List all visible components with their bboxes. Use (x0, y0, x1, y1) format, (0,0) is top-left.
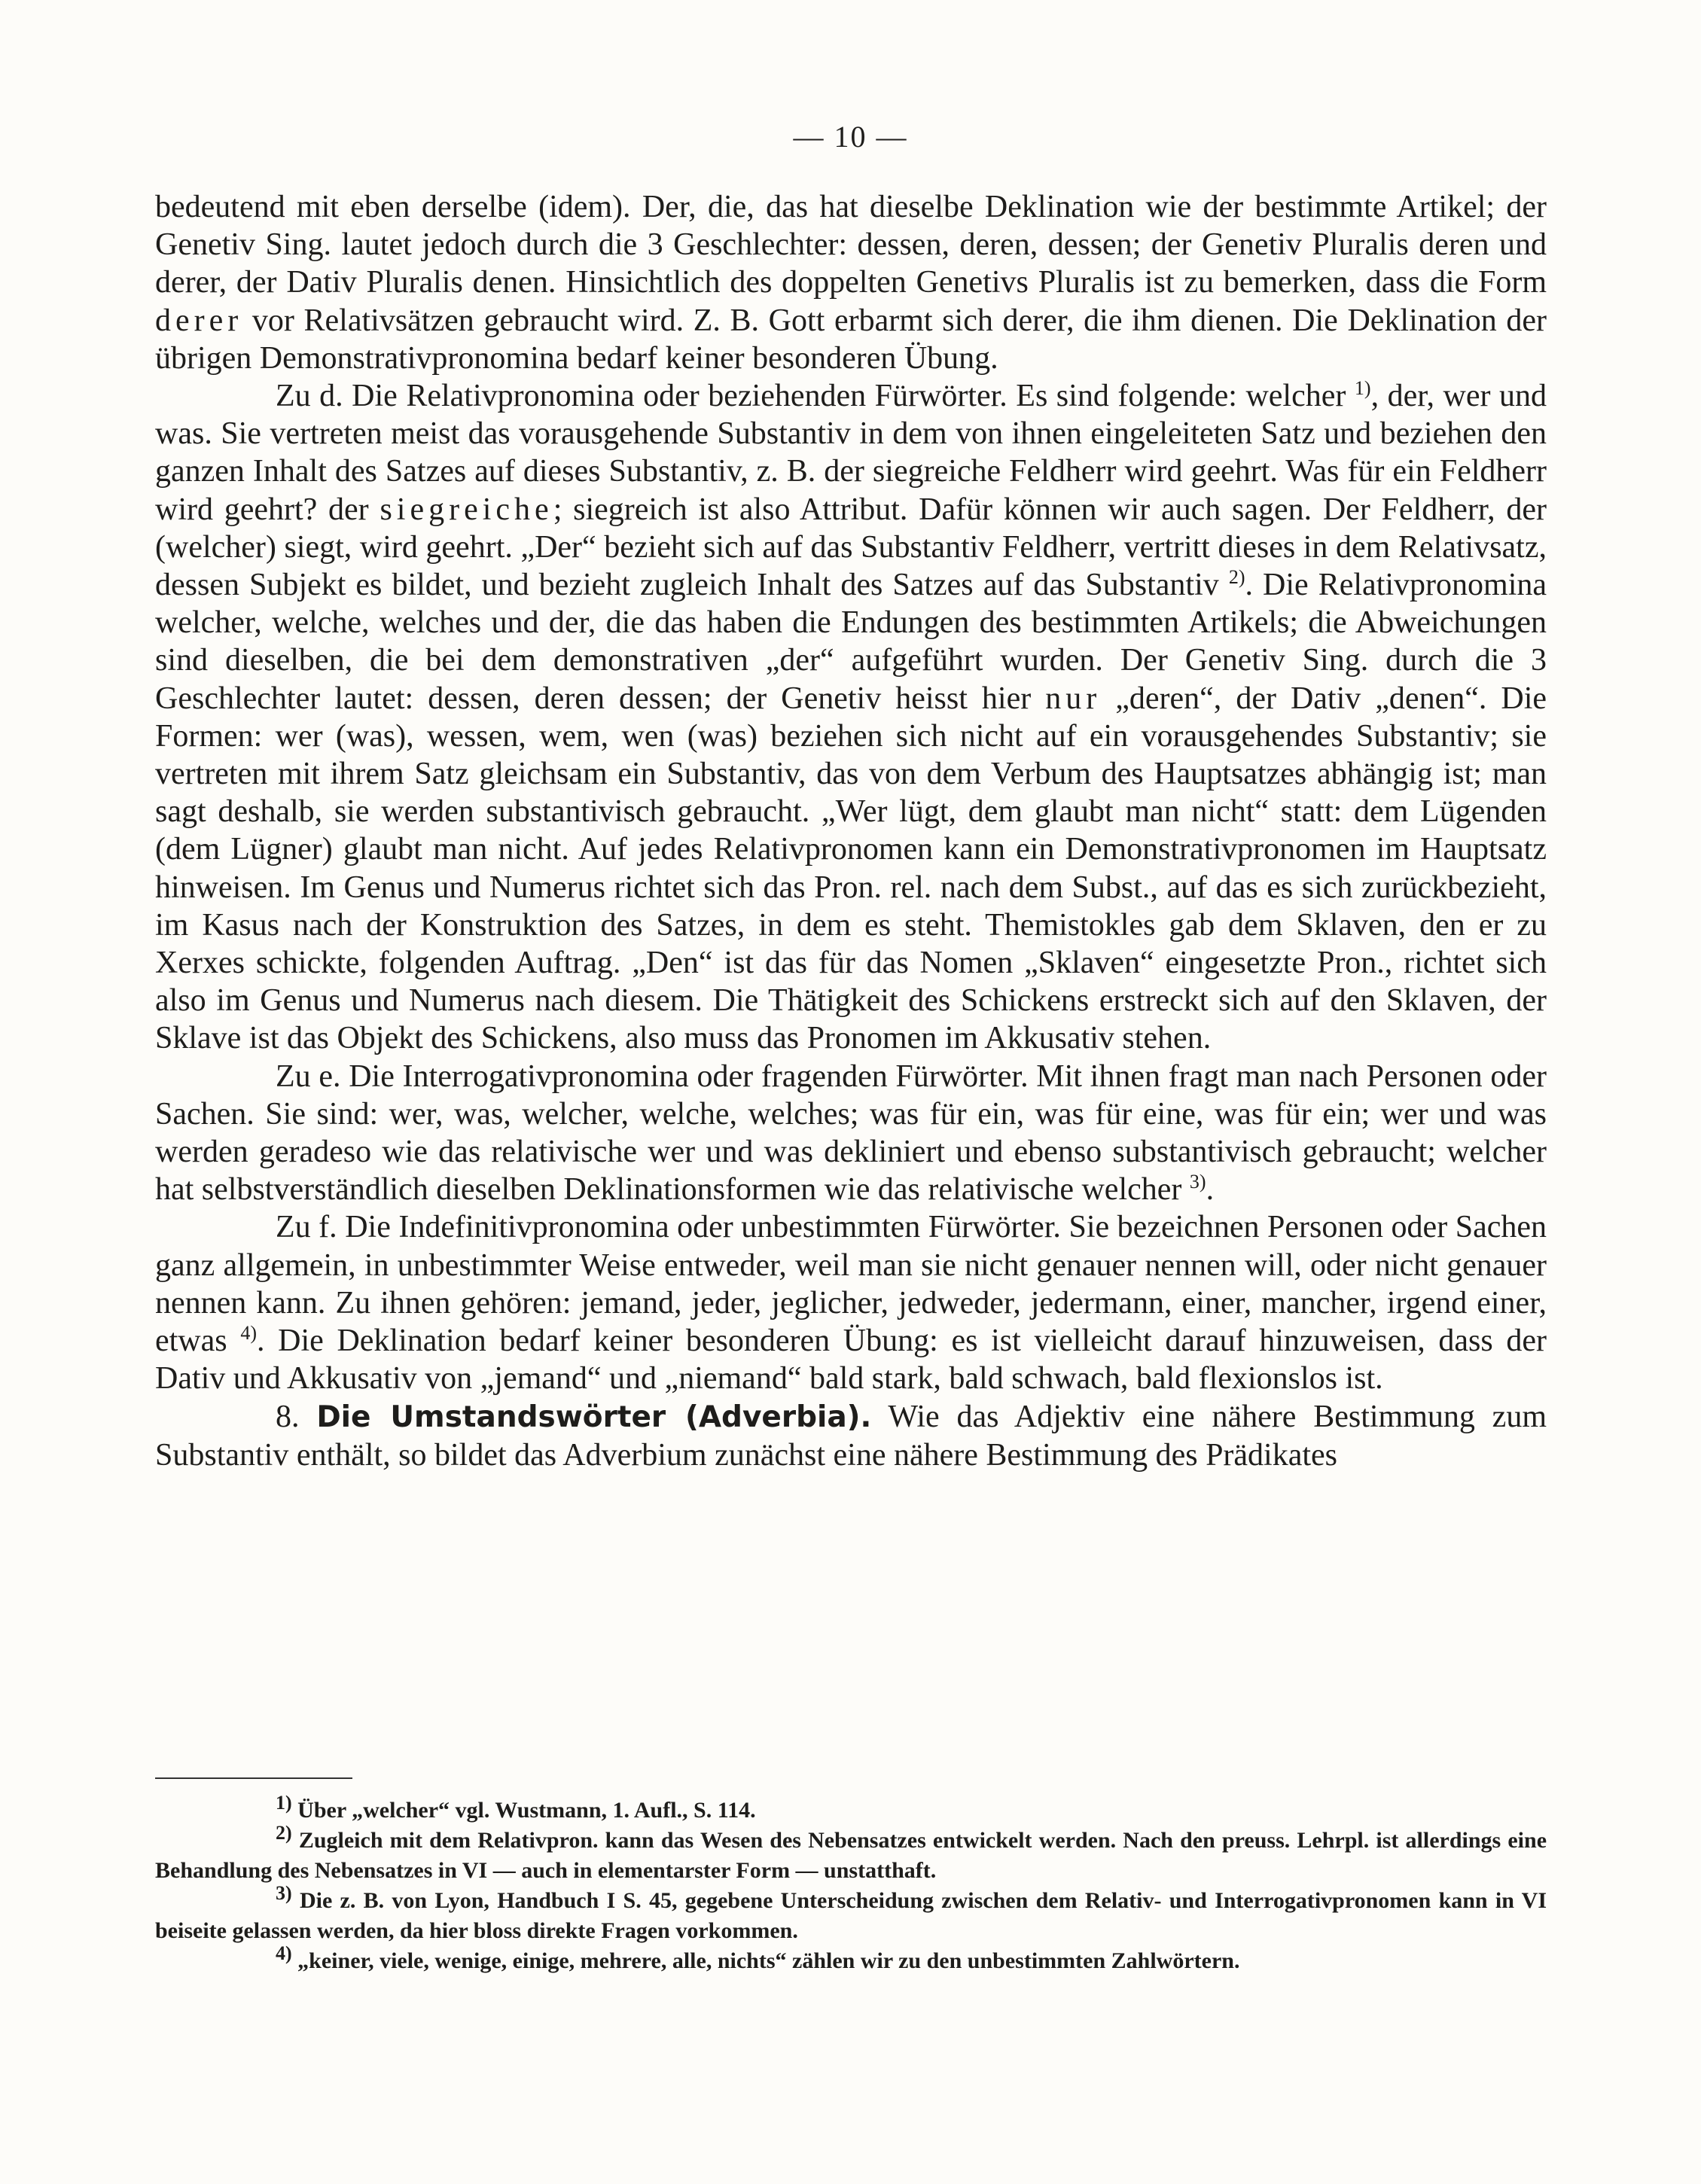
paragraph-relativpronomina: Zu d. Die Relativpronomina oder beziehenden Fürwörter. Es sind folgende: welcher $^{1)}$, der, wer und was. Sie vertreten meist das vorausgehende Substantiv in dem von ihnen eingeleiteten Satz und beziehen den ganzen Inhalt des Satzes auf dieses Substantiv, z. B. der siegreiche Feldherr wird geehrt. Was für ein Feldherr wird geehrt? der siegreiche; siegreich ist also Attribut. Dafür können wir auch sagen. Der Feldherr, der (welcher) siegt, wird geehrt. „Der“ bezieht sich auf das Substantiv Feldherr, vertritt dieses in dem Relativsatz, dessen Subjekt es bildet, und bezieht zugleich Inhalt des Satzes auf das Substantiv $^{2)}$. Die Relativpronomina welcher, welche, welches und der, die das haben die Endungen des bestimmten Artikels; die Abweichungen sind dieselben, die bei dem demonstrativen „der“ aufgeführt wurden. Der Genetiv Sing. durch die 3 Geschlechter lautet: dessen, deren dessen; der Genetiv heisst hier nur „deren“, der Dativ „denen“. Die Formen: wer (was), wessen, wem, wen (was) beziehen sich nicht auf ein vorausgehendes Substantiv; sie vertreten mit ihrem Satz gleichsam ein Substantiv, das von dem Verbum des Hauptsatzes abhängig ist; man sagt deshalb, sie werden substantivisch gebraucht. „Wer lügt, dem glaubt man nicht“ statt: dem Lügenden (dem Lügner) glaubt man nicht. Auf jedes Relativpronomen kann ein Demonstrativpronomen im Hauptsatz hinweisen. Im Genus und Numerus richtet sich das Pron. rel. nach dem Subst., auf das es sich zurückbezieht, im Kasus nach der Konstruktion des Satzes, in dem es steht. Themistokles gab dem Sklaven, den er zu Xerxes schickte, folgenden Auftrag. „Den“ ist das für das Nomen „Sklaven“ eingesetzte Pron., richtet sich also im Genus und Numerus nach diesem. Die Thätigkeit des Schickens erstreckt sich auf den Sklaven, der Sklave ist das Objekt des Schickens, also muss das Pronomen im Akkusativ stehen. (155, 377, 1547, 1056)
footnote-3: $^{3)}$ Die z. B. von Lyon, Handbuch I S. 45, gegebene Unterscheidung zwischen dem Relativ- und Interrogativpronomen kann in VI beiseite gelassen werden, da hier bloss direkte Fragen vorkommen. (155, 1882, 1547, 1943)
paragraph-interrogativpronomina: Zu e. Die Interrogativpronomina oder fragenden Fürwörter. Mit ihnen fragt man nach Personen oder Sachen. Sie sind: wer, was, welcher, welche, welches; was für ein, was für eine, was für ein; wer und was werden geradeso wie das relativische wer und was dekliniert und ebenso substantivisch gebraucht; welcher hat selbstverständlich dieselben Deklinationsformen wie das relativische welcher $^{3)}$. (155, 1058, 1547, 1208)
footnote-1: $^{1)}$ Über „welcher“ vgl. Wustmann, 1. Aufl., S. 114. (276, 1792, 756, 1823)
footnote-ref-3: 3) (1189, 1171, 1206, 1193)
emphasis-derer: derer (155, 303, 243, 338)
footnote-ref-2: 2) (1228, 566, 1245, 589)
emphasis-siegreiche: siegreiche (380, 492, 553, 527)
footnotes (155, 1792, 1547, 1976)
paragraph-adverbia: 8. Die Umstandswörter (Adverbia). Wie das Adjektiv eine nähere Bestimmung zum Substantiv enthält, so bildet das Adverbium zunächst eine nähere Bestimmung des Prädikates (155, 1399, 1547, 1473)
footnote-ref-1: 1) (1354, 377, 1371, 400)
section-heading: Die Umstandswörter (Adverbia). (316, 1400, 872, 1434)
footnote-2: $^{2)}$ Zugleich mit dem Relativpron. kann das Wesen des Nebensatzes entwickelt werden. Nach den preuss. Lehrpl. ist allerdings eine Behandlung des Nebensatzes in VI — auch in elementarster Form — unstatthaft. (155, 1822, 1547, 1883)
footnote-4: $^{4)}$ „keiner, viele, wenige, einige, mehrere, alle, nichts“ zählen wir zu den unbestimmten Zahlwörtern. (276, 1942, 1240, 1973)
footnote-ref-4: 4) (240, 1322, 257, 1345)
page-number: — 10 — (793, 120, 908, 154)
body-text (155, 188, 1547, 1474)
paragraph-1: bedeutend mit eben derselbe (idem). Der, die, das hat dieselbe Deklination wie der bestimmte Artikel; der Genetiv Sing. lautet jedoch durch die 3 Geschlechter: dessen, deren, dessen; der Genetiv Pluralis deren und derer, der Dativ Pluralis denen. Hinsichtlich des doppelten Genetivs Pluralis ist zu bemerken, dass die Form derer vor Relativsätzen gebraucht wird. Z. B. Gott erbarmt sich derer, die ihm dienen. Die Deklination der übrigen Demonstrativpronomina bedarf keiner besonderen Übung. (155, 190, 1547, 376)
emphasis-nur: nur (1045, 681, 1102, 716)
paragraph-indefinitivpronomina: Zu f. Die Indefinitivpronomina oder unbestimmten Fürwörter. Sie bezeichnen Personen oder Sachen ganz allgemein, in unbestimmter Weise entweder, weil man sie nicht genauer nennen will, oder nicht genauer nennen kann. Zu ihnen gehören: jemand, jeder, jeglicher, jedweder, jedermann, einer, mancher, irgend einer, etwas $^{4)}$. Die Deklination bedarf keiner besonderen Übung: es ist vielleicht darauf hinzuweisen, dass der Dativ und Akkusativ von „jemand“ und „niemand“ bald stark, bald schwach, bald flexionslos ist. (155, 1210, 1547, 1397)
footnote-divider (155, 1777, 352, 1779)
